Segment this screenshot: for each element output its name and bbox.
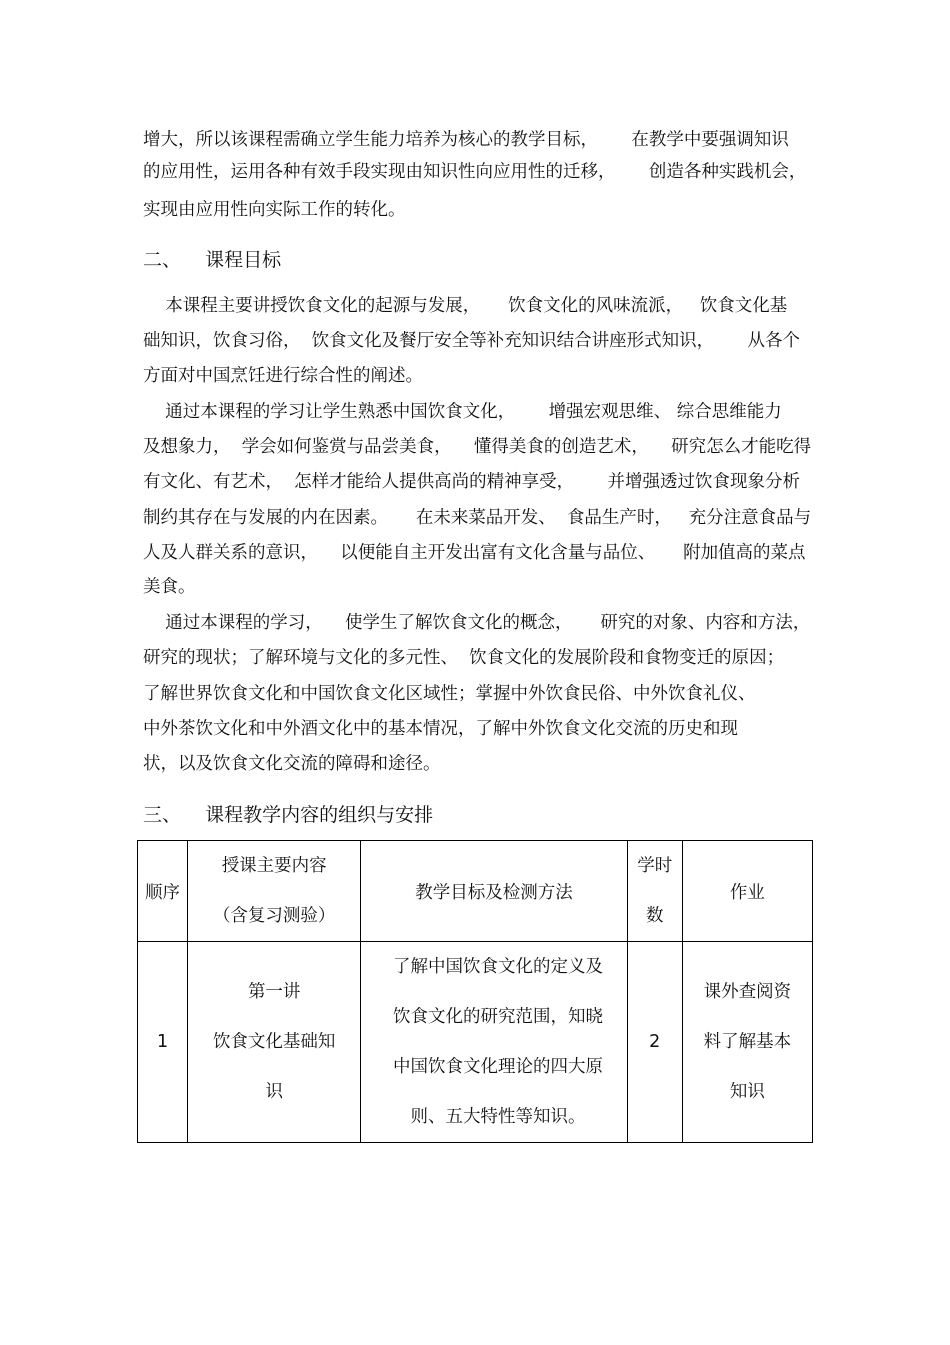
paragraph-line: 制约其存在与发展的内在因素。 在未来菜品开发、 食品生产时， 充分注意食品与	[143, 508, 812, 528]
cell-content-line: 识	[265, 1082, 283, 1102]
cell-goal-line: 饮食文化的研究范围，知晓	[393, 1007, 603, 1027]
cell-homework	[682, 942, 812, 1143]
paragraph-line: 有文化、有艺术， 怎样才能给人提供高尚的精神享受， 并增强透过饮食现象分析	[143, 472, 800, 492]
cell-goal-line: 则、五大特性等知识。	[410, 1107, 586, 1127]
header-hours	[627, 841, 682, 942]
cell-goal-line: 中国饮食文化理论的四大原	[393, 1057, 603, 1077]
header-content-line: （含复习测验）	[212, 906, 336, 926]
cell-goals	[361, 942, 627, 1143]
paragraph-line: 本课程主要讲授饮食文化的起源与发展， 饮食文化的风味流派， 饮食文化基	[143, 296, 788, 316]
header-content	[188, 841, 361, 942]
paragraph-line: 通过本课程的学习， 使学生了解饮食文化的概念， 研究的对象、内容和方法，	[143, 613, 811, 633]
cell-homework-line: 课外查阅资	[703, 982, 792, 1002]
header-hours-line: 学时	[637, 856, 673, 876]
cell-content-line: 第一讲	[247, 982, 301, 1002]
paragraph-line: 状，以及饮食文化交流的障碍和途径。	[143, 754, 441, 774]
paragraph-line: 了解世界饮食文化和中国饮食文化区域性；掌握中外饮食民俗、中外饮食礼仪、	[143, 684, 756, 704]
section-heading-arrangement: 三、 课程教学内容的组织与安排	[143, 804, 434, 826]
cell-content-line: 饮食文化基础知	[212, 1032, 336, 1052]
paragraph-line: 及想象力， 学会如何鉴赏与品尝美食， 懂得美食的创造艺术， 研究怎么才能吃得	[143, 437, 812, 457]
header-content-line: 授课主要内容	[221, 856, 327, 876]
section-heading-goals: 二、 课程目标	[143, 249, 282, 271]
header-goals: 教学目标及检测方法	[361, 841, 627, 942]
cell-content	[188, 942, 361, 1143]
header-homework: 作业	[682, 841, 812, 942]
paragraph-line: 础知识，饮食习俗， 饮食文化及餐厅安全等补充知识结合讲座形式知识， 从各个	[143, 331, 800, 351]
cell-homework-line: 知识	[729, 1082, 765, 1102]
paragraph-line: 人及人群关系的意识， 以便能自主开发出富有文化含量与品位、 附加值高的菜点	[143, 543, 806, 563]
paragraph-line: 方面对中国烹饪进行综合性的阐述。	[143, 366, 423, 386]
table-header-row	[138, 841, 813, 942]
cell-goal-line: 了解中国饮食文化的定义及	[393, 957, 603, 977]
paragraph-line: 研究的现状；了解环境与文化的多元性、 饮食文化的发展阶段和食物变迁的原因；	[143, 648, 785, 668]
header-order: 顺序	[138, 841, 188, 942]
paragraph-line: 中外茶饮文化和中外酒文化中的基本情况，了解中外饮食文化交流的历史和现	[143, 719, 738, 739]
intro-line: 增大，所以该课程需确立学生能力培养为核心的教学目标， 在教学中要强调知识	[143, 130, 789, 150]
course-table	[137, 840, 813, 1143]
intro-line: 的应用性，运用各种有效手段实现由知识性向应用性的迁移， 创造各种实践机会，	[143, 162, 807, 182]
cell-homework-line: 料了解基本	[703, 1032, 792, 1052]
cell-hours: 2	[627, 942, 682, 1143]
header-hours-line: 数	[645, 906, 664, 926]
cell-order: 1	[138, 942, 188, 1143]
paragraph-line: 美食。	[143, 577, 196, 597]
intro-line: 实现由应用性向实际工作的转化。	[143, 200, 406, 220]
paragraph-line: 通过本课程的学习让学生熟悉中国饮食文化， 增强宏观思维、 综合思维能力	[143, 402, 782, 422]
table-row	[138, 942, 813, 1143]
